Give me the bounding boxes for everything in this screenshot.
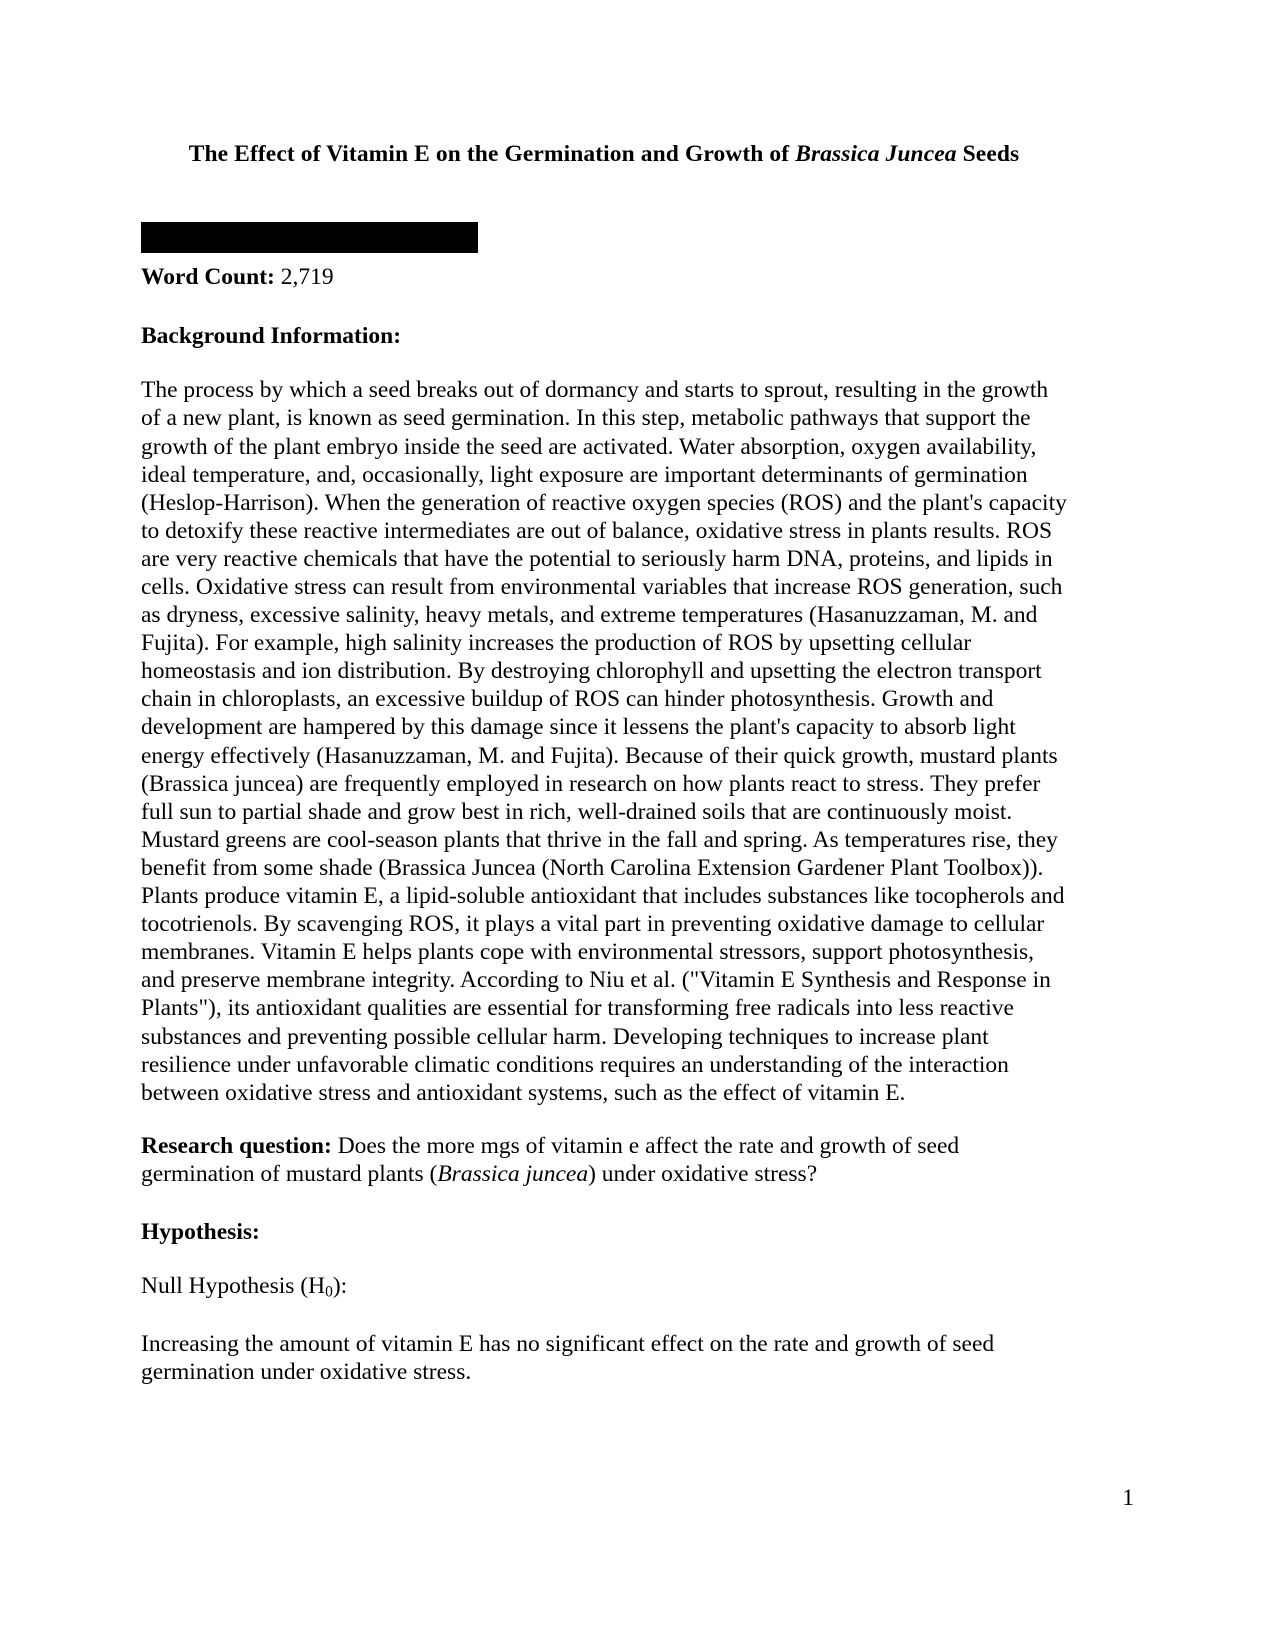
page-content [141, 0, 1067, 1410]
research-question-paragraph [141, 1132, 1067, 1188]
word-count-value: 2,719 [274, 264, 334, 291]
null-hypothesis-label-after: ): [332, 1273, 348, 1300]
hypothesis-heading: Hypothesis: [141, 1218, 260, 1245]
page-title-species: Brassica Juncea [795, 141, 957, 167]
null-hypothesis-label-before: Null Hypothesis (H [141, 1273, 326, 1300]
research-question-species: Brassica juncea [437, 1160, 589, 1187]
background-paragraph: The process by which a seed breaks out of dormancy and starts to sprout, resulting in the growth of a new plant, is known as seed germination. In this step, metabolic pathways that support the growth of the plant embryo inside the seed are activated. Water absorption, oxygen availability, ideal temperature, and, occasionally, light exposure are important determinants of germination (Heslop-Harrison). When the generation of reactive oxygen species (ROS) and the plant's capacity to detoxify these reactive intermediates are out of balance, oxidative stress in plants results. ROS are very reactive chemicals that have the potential to seriously harm DNA, proteins, and lipids in cells. Oxidative stress can result from environmental variables that increase ROS generation, such as dryness, excessive salinity, heavy metals, and extreme temperatures (Hasanuzzaman, M. and Fujita). For example, high salinity increases the production of ROS by upsetting cellular homeostasis and ion distribution. By destroying chlorophyll and upsetting the electron transport chain in chloroplasts, an excessive buildup of ROS can hinder photosynthesis. Growth and development are hampered by this damage since it lessens the plant's capacity to absorb light energy effectively (Hasanuzzaman, M. and Fujita). Because of their quick growth, mustard plants (Brassica juncea) are frequently employed in research on how plants react to stress. They prefer full sun to partial shade and grow best in rich, well-drained soils that are continuously moist. Mustard greens are cool-season plants that thrive in the fall and spring. As temperatures rise, they benefit from some shade (Brassica Juncea (North Carolina Extension Gardener Plant Toolbox)). Plants produce vitamin E, a lipid-soluble antioxidant that includes substances like tocopherols and tocotrienols. By scavenging ROS, it plays a vital part in preventing oxidative damage to cellular membranes. Vitamin E helps plants cope with environmental stressors, support photosynthesis, and preserve membrane integrity. According to Niu et al. ("Vitamin E Synthesis and Response in Plants"), its antioxidant qualities are essential for transforming free radicals into less reactive substances and preventing possible cellular harm. Developing techniques to increase plant resilience under unfavorable climatic conditions requires an understanding of the interaction between oxidative stress and antioxidant systems, such as the effect of vitamin E. [141, 377, 1067, 1106]
word-count-label: Word Count: [141, 264, 275, 291]
redaction-bar [141, 222, 478, 253]
research-question-label: Research question: [141, 1132, 332, 1159]
research-question-text-before: Does the more mgs of vitamin e affect the rate and growth of seed germination of mustard plants ( [141, 1132, 960, 1187]
page-title-part1: The Effect of Vitamin E on the Germination and Growth of [188, 141, 796, 167]
background-information-heading: Background Information: [141, 323, 402, 350]
null-hypothesis-text: Increasing the amount of vitamin E has no significant effect on the rate and growth of seed germination under oxidative stress. [141, 1331, 995, 1386]
page-title-part2: Seeds [956, 141, 1020, 167]
page-number: 1 [1122, 1484, 1134, 1511]
page-title [141, 0, 1067, 168]
word-count [141, 262, 1067, 292]
null-hypothesis-subscript: 0 [325, 1283, 333, 1301]
research-question-text-after: ) under oxidative stress? [588, 1160, 818, 1187]
null-hypothesis-label [141, 1272, 1067, 1307]
